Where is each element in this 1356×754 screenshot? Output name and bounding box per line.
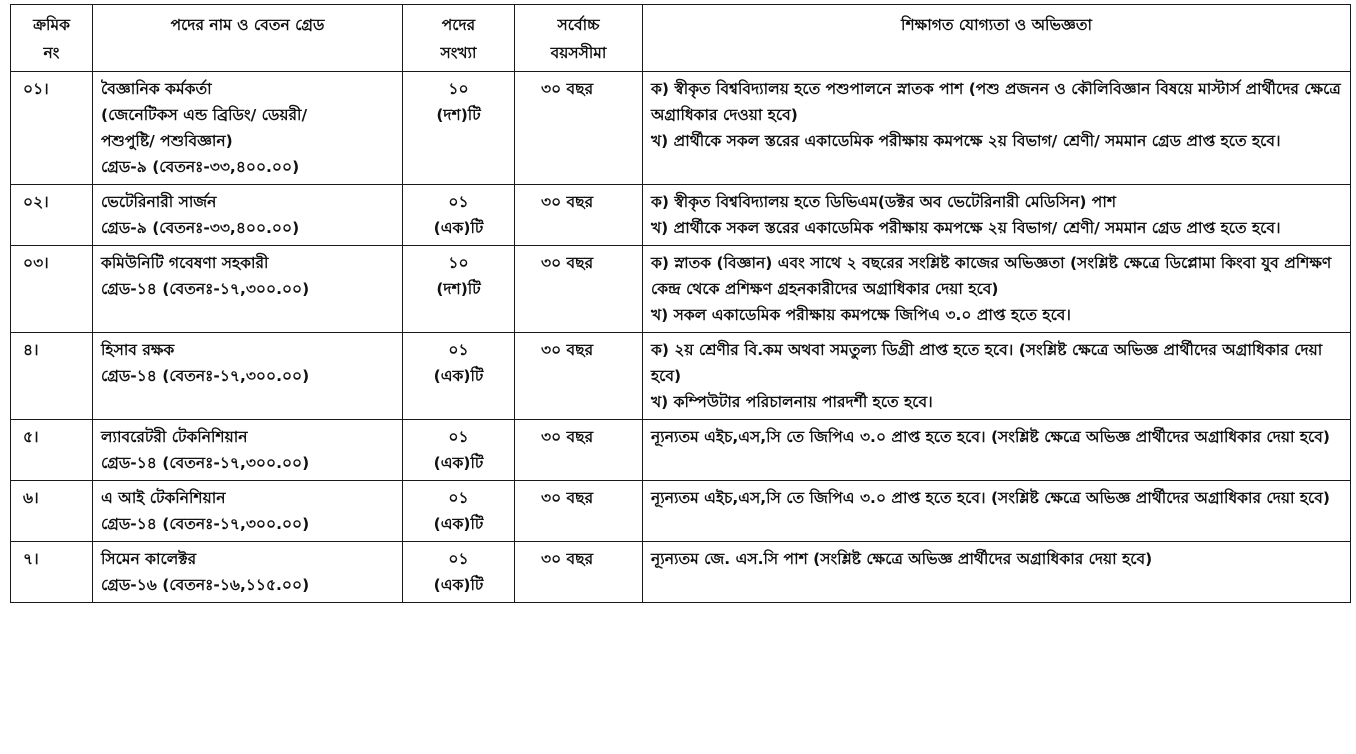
header-qualification-label: শিক্ষাগত যোগ্যতা ও অভিজ্ঞতা [901, 16, 1092, 34]
qualification-item: ক) স্বীকৃত বিশ্ববিদ্যালয় হতে পশুপালনে স্নাতক পাশ (পশু প্রজনন ও কৌলিবিজ্ঞান বিষয়ে মাস্টার্স প্রার্থীদের ক্ষেত্রে অগ্রাধিকার দেওয়া হবে) [651, 80, 1341, 124]
count-number: ১০ [448, 80, 469, 98]
age-cell: ৩০ বছর [515, 246, 643, 333]
serial-cell: ৬। [11, 481, 93, 542]
post-cell [93, 420, 403, 481]
table-row [11, 185, 1351, 246]
header-serial-line: নং [43, 44, 60, 62]
serial-cell: ৭। [11, 542, 93, 603]
table-row [11, 72, 1351, 185]
post-cell [93, 246, 403, 333]
qualification-cell [643, 481, 1351, 542]
count-number: ০১ [448, 550, 469, 568]
age-cell: ৩০ বছর [515, 420, 643, 481]
header-post-label: পদের নাম ও বেতন গ্রেড [170, 16, 325, 34]
post-grade: গ্রেড-৯ (বেতনঃ-৩৩,৪০০.০০) [101, 219, 300, 237]
job-vacancy-table [10, 4, 1351, 603]
age-cell: ৩০ বছর [515, 542, 643, 603]
post-grade: গ্রেড-১৪ (বেতনঃ-১৭,৩০০.০০) [101, 280, 310, 298]
count-words: (এক)টি [433, 576, 484, 594]
qualification-item: খ) প্রার্থীকে সকল স্তরের একাডেমিক পরীক্ষায় কমপক্ষে ২য় বিভাগ/ শ্রেণী/ সমমান গ্রেড প্রাপ্ত হতে হবে। [651, 219, 1281, 237]
post-name: হিসাব রক্ষক [101, 341, 175, 359]
count-cell [403, 72, 515, 185]
post-name: (জেনেটিকস এন্ড ব্রিডিং/ ডেয়রী/ [101, 106, 308, 124]
count-number: ০১ [448, 489, 469, 507]
header-count [403, 5, 515, 72]
post-name: পশুপুষ্টি/ পশুবিজ্ঞান) [101, 132, 233, 150]
qualification-item: খ) সকল একাডেমিক পরীক্ষায় কমপক্ষে জিপিএ ৩.০ প্রাপ্ত হতে হবে। [651, 306, 1071, 324]
table-row [11, 542, 1351, 603]
count-words: (এক)টি [433, 515, 484, 533]
table-row [11, 333, 1351, 420]
count-number: ০১ [448, 341, 469, 359]
count-words: (দশ)টি [436, 106, 481, 124]
post-name: বৈজ্ঞানিক কর্মকর্তা [101, 80, 212, 98]
header-count-line: পদের [441, 16, 476, 34]
qualification-item: ন্যূন্যতম এইচ,এস,সি তে জিপিএ ৩.০ প্রাপ্ত হতে হবে। (সংশ্লিষ্ট ক্ষেত্রে অভিজ্ঞ প্রার্থীদের অগ্রাধিকার দেয়া হবে) [651, 428, 1330, 446]
serial-cell: ০২। [11, 185, 93, 246]
qualification-cell [643, 246, 1351, 333]
count-words: (এক)টি [433, 454, 484, 472]
qualification-cell [643, 185, 1351, 246]
post-name: ল্যাবরেটরী টেকনিশিয়ান [101, 428, 248, 446]
post-cell [93, 333, 403, 420]
post-name: কমিউনিটি গবেষণা সহকারী [101, 254, 269, 272]
post-grade: গ্রেড-১৪ (বেতনঃ-১৭,৩০০.০০) [101, 515, 310, 533]
post-cell [93, 185, 403, 246]
table-row [11, 420, 1351, 481]
serial-cell: ৪। [11, 333, 93, 420]
count-words: (এক)টি [433, 367, 484, 385]
post-grade: গ্রেড-৯ (বেতনঃ-৩৩,৪০০.০০) [101, 158, 300, 176]
count-number: ০১ [448, 193, 469, 211]
count-words: (এক)টি [433, 219, 484, 237]
count-number: ১০ [448, 254, 469, 272]
count-cell [403, 542, 515, 603]
count-cell [403, 481, 515, 542]
qualification-cell [643, 333, 1351, 420]
age-cell: ৩০ বছর [515, 481, 643, 542]
post-grade: গ্রেড-১৪ (বেতনঃ-১৭,৩০০.০০) [101, 454, 310, 472]
post-name: এ আই টেকনিশিয়ান [101, 489, 226, 507]
post-name: সিমেন কালেক্টর [101, 550, 197, 568]
post-name: ভেটেরিনারী সার্জন [101, 193, 217, 211]
header-age-line: সর্বোচ্চ [557, 16, 600, 34]
post-grade: গ্রেড-১৪ (বেতনঃ-১৭,৩০০.০০) [101, 367, 310, 385]
header-serial [11, 5, 93, 72]
post-cell [93, 72, 403, 185]
count-cell [403, 333, 515, 420]
table-row [11, 246, 1351, 333]
header-age [515, 5, 643, 72]
age-cell: ৩০ বছর [515, 333, 643, 420]
post-grade: গ্রেড-১৬ (বেতনঃ-১৬,১১৫.০০) [101, 576, 310, 594]
qualification-item: ক) ২য় শ্রেণীর বি.কম অথবা সমতুল্য ডিগ্রী প্রাপ্ত হতে হবে। (সংশ্লিষ্ট ক্ষেত্রে অভিজ্ঞ প্রার্থীদের অগ্রাধিকার দেয়া হবে) [651, 341, 1323, 385]
qualification-item: খ) প্রার্থীকে সকল স্তরের একাডেমিক পরীক্ষায় কমপক্ষে ২য় বিভাগ/ শ্রেণী/ সমমান গ্রেড প্রাপ্ত হতে হবে। [651, 132, 1281, 150]
post-cell [93, 542, 403, 603]
count-cell [403, 246, 515, 333]
age-cell: ৩০ বছর [515, 185, 643, 246]
header-count-line: সংখ্যা [440, 44, 477, 62]
qualification-cell [643, 420, 1351, 481]
header-serial-line: ক্রমিক [33, 16, 70, 34]
qualification-cell [643, 542, 1351, 603]
count-number: ০১ [448, 428, 469, 446]
header-post [93, 5, 403, 72]
header-qualification [643, 5, 1351, 72]
header-age-line: বয়সসীমা [550, 44, 607, 62]
serial-cell: ০১। [11, 72, 93, 185]
post-cell [93, 481, 403, 542]
age-cell: ৩০ বছর [515, 72, 643, 185]
count-cell [403, 185, 515, 246]
table-row [11, 481, 1351, 542]
serial-cell: ৫। [11, 420, 93, 481]
qualification-cell [643, 72, 1351, 185]
serial-cell: ০৩। [11, 246, 93, 333]
count-words: (দশ)টি [436, 280, 481, 298]
qualification-item: ন্যূন্যতম এইচ,এস,সি তে জিপিএ ৩.০ প্রাপ্ত হতে হবে। (সংশ্লিষ্ট ক্ষেত্রে অভিজ্ঞ প্রার্থীদের অগ্রাধিকার দেয়া হবে) [651, 489, 1330, 507]
qualification-item: খ) কম্পিউটার পরিচালনায় পারদর্শী হতে হবে। [651, 393, 933, 411]
qualification-item: ক) স্বীকৃত বিশ্ববিদ্যালয় হতে ডিভিএম(ডক্টর অব ভেটেরিনারী মেডিসিন) পাশ [651, 193, 1116, 211]
qualification-item: ন্যূন্যতম জে. এস.সি পাশ (সংশ্লিষ্ট ক্ষেত্রে অভিজ্ঞ প্রার্থীদের অগ্রাধিকার দেয়া হবে) [651, 550, 1153, 568]
qualification-item: ক) স্নাতক (বিজ্ঞান) এবং সাথে ২ বছরের সংশ্লিষ্ট কাজের অভিজ্ঞতা (সংশ্লিষ্ট ক্ষেত্রে ডিপ্লোমা কিংবা যুব প্রশিক্ষণ কেন্দ্র থেকে প্রশিক্ষণ গ্রহনকারীদের অগ্রাধিকার দেয়া হবে) [651, 254, 1332, 298]
count-cell [403, 420, 515, 481]
table-header-row [11, 5, 1351, 72]
